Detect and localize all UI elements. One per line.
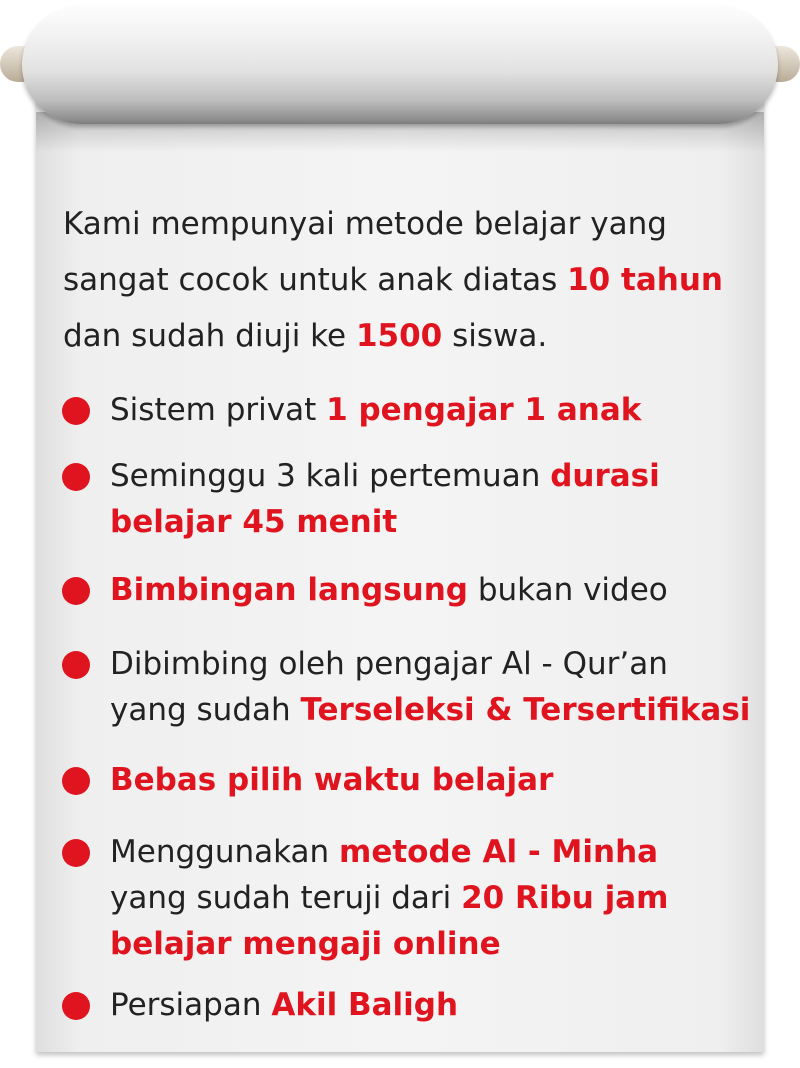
bullet-icon: [62, 577, 90, 605]
item-text: Seminggu 3 kali pertemuan: [110, 458, 551, 494]
item-text: Persiapan: [110, 987, 272, 1023]
bullet-icon: [62, 767, 90, 795]
list-item-text: [110, 387, 782, 433]
item-highlight: belajar mengaji online: [110, 926, 501, 962]
item-highlight: Bebas pilih waktu belajar: [110, 762, 554, 798]
item-highlight: durasi: [550, 458, 660, 494]
bullet-icon: [62, 992, 90, 1020]
item-highlight: metode Al - Minha: [339, 834, 659, 870]
list-item-text: [110, 453, 782, 545]
intro-highlight-age: 10 tahun: [567, 262, 723, 298]
bullet-icon: [62, 463, 90, 491]
intro-text: [63, 196, 773, 364]
list-item-text: [110, 641, 782, 733]
item-highlight: belajar 45 menit: [110, 504, 398, 540]
item-highlight: Akil Baligh: [271, 987, 459, 1023]
list-item-text: [110, 829, 782, 967]
intro-part2: dan sudah diuji ke: [63, 318, 356, 354]
bullet-icon: [62, 651, 90, 679]
item-text: Sistem privat: [110, 392, 327, 428]
intro-part3: siswa.: [442, 318, 548, 354]
item-highlight: Bimbingan langsung: [110, 572, 468, 608]
item-highlight: Terseleksi & Tersertifikasi: [300, 692, 751, 728]
intro-part1: Kami mempunyai metode belajar yang sangat cocok untuk anak diatas: [63, 206, 667, 298]
list-item-text: [110, 757, 782, 803]
bullet-icon: [62, 839, 90, 867]
item-text: yang sudah teruji dari: [110, 880, 462, 916]
item-highlight: 1 pengajar 1 anak: [326, 392, 642, 428]
item-highlight: 20 Ribu jam: [461, 880, 669, 916]
item-text: Dibimbing oleh pengajar Al - Qur’an: [110, 646, 668, 682]
item-text: bukan video: [468, 572, 668, 608]
list-item-text: [110, 567, 782, 613]
intro-highlight-students: 1500: [355, 318, 443, 354]
scroll-roll: [22, 6, 778, 124]
item-text: Menggunakan: [110, 834, 340, 870]
bullet-icon: [62, 397, 90, 425]
list-item-text: [110, 982, 782, 1028]
item-text: yang sudah: [110, 692, 301, 728]
